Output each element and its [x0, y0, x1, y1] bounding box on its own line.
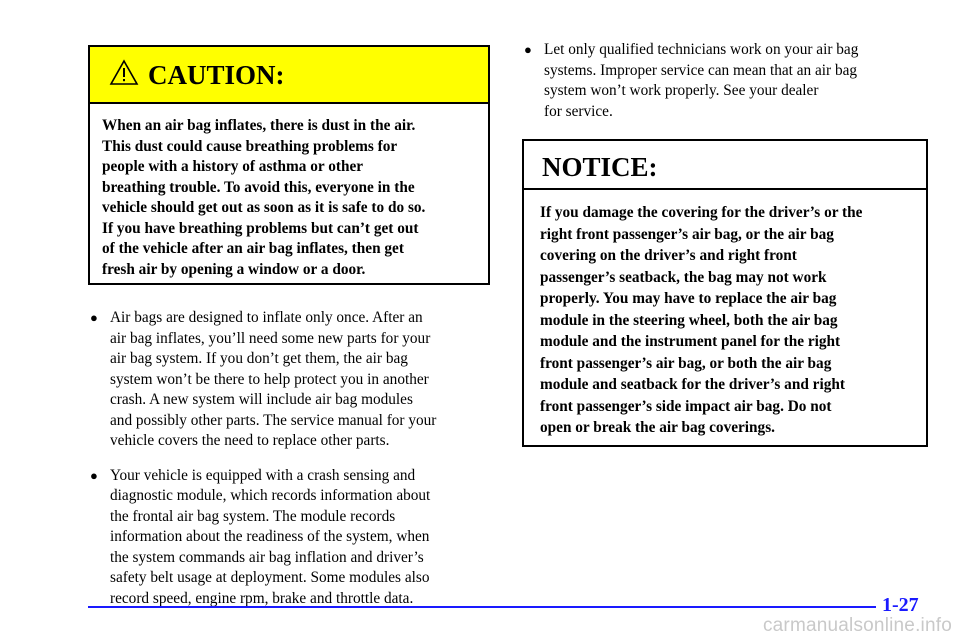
bullet-item-air-bag-inflation	[88, 308, 492, 452]
caution-header	[90, 47, 488, 104]
bullet-icon: ●	[524, 42, 532, 57]
caution-line: When an air bag inflates, there is dust in the air.	[102, 117, 416, 134]
caution-text	[90, 104, 488, 280]
notice-header	[524, 141, 926, 190]
bullet-line: air bag system. If you don’t get them, the air bag	[110, 350, 408, 367]
bullet-line: system won’t be there to help protect you in another	[110, 370, 429, 388]
page-number: 1-27	[882, 594, 919, 616]
bullet-item-crash-sensing-module	[88, 466, 492, 610]
left-bullet-list	[88, 308, 492, 623]
bullet-line: for service.	[544, 102, 613, 120]
caution-line: This dust could cause breathing problems for	[102, 137, 398, 155]
caution-line: of the vehicle after an air bag inflates, then get	[102, 240, 404, 257]
notice-line: open or break the air bag coverings.	[540, 419, 775, 436]
notice-line: passenger’s seatback, the bag may not work	[540, 268, 827, 286]
notice-line: module in the steering wheel, both the air bag	[540, 311, 838, 329]
bullet-line: vehicle covers the need to replace other parts.	[110, 432, 390, 449]
notice-line: module and the instrument panel for the right	[540, 333, 841, 350]
bullet-line: information about the readiness of the system, when	[110, 528, 430, 545]
bullet-line: safety belt usage at deployment. Some modules also	[110, 569, 430, 586]
bullet-line: the system commands air bag inflation and driver’s	[110, 548, 424, 566]
notice-line: front passenger’s side impact air bag. Do not	[540, 397, 832, 415]
notice-line: front passenger’s air bag, or both the air bag	[540, 354, 832, 372]
notice-box	[522, 139, 928, 447]
bullet-line: and possibly other parts. The service manual for your	[110, 411, 437, 429]
bullet-line: system won’t work properly. See your dealer	[544, 82, 819, 99]
bullet-line: Air bags are designed to inflate only once. After an	[110, 309, 423, 326]
caution-line: people with a history of asthma or other	[102, 158, 364, 175]
notice-line: right front passenger’s air bag, or the air bag	[540, 225, 834, 243]
bullet-line: Let only qualified technicians work on your air bag	[544, 41, 859, 58]
bullet-line: Your vehicle is equipped with a crash sensing and	[110, 466, 416, 484]
watermark: carmanualsonline.info	[762, 615, 952, 636]
notice-line: covering on the driver’s and right front	[540, 247, 797, 264]
bullet-line: air bag inflates, you’ll need some new parts for your	[110, 329, 431, 347]
bullet-line: the frontal air bag system. The module records	[110, 507, 396, 525]
bullet-icon: ●	[90, 310, 98, 325]
notice-line: If you damage the covering for the driver’s or the	[540, 204, 863, 221]
notice-line: module and seatback for the driver’s and right	[540, 376, 845, 393]
caution-line: vehicle should get out as soon as it is safe to do so.	[102, 199, 426, 216]
notice-line: properly. You may have to replace the air bag	[540, 290, 837, 307]
caution-line: breathing trouble. To avoid this, everyone in the	[102, 178, 415, 196]
caution-line: fresh air by opening a window or a door.	[102, 260, 366, 278]
bullet-item-qualified-technicians	[522, 40, 932, 122]
notice-text	[524, 190, 926, 439]
caution-title: CAUTION:	[148, 60, 285, 90]
bullet-line: systems. Improper service can mean that an air bag	[544, 61, 858, 79]
bullet-line: crash. A new system will include air bag modules	[110, 391, 413, 408]
notice-title: NOTICE:	[542, 152, 658, 182]
caution-line: If you have breathing problems but can’t get out	[102, 219, 419, 237]
footer-rule	[88, 606, 876, 608]
caution-box	[88, 45, 490, 285]
bullet-line: record speed, engine rpm, brake and throttle data.	[110, 589, 414, 607]
bullet-icon: ●	[90, 467, 98, 483]
bullet-line: diagnostic module, which records information about	[110, 487, 431, 504]
warning-triangle-icon	[109, 59, 139, 86]
right-bullet-list	[522, 40, 932, 122]
